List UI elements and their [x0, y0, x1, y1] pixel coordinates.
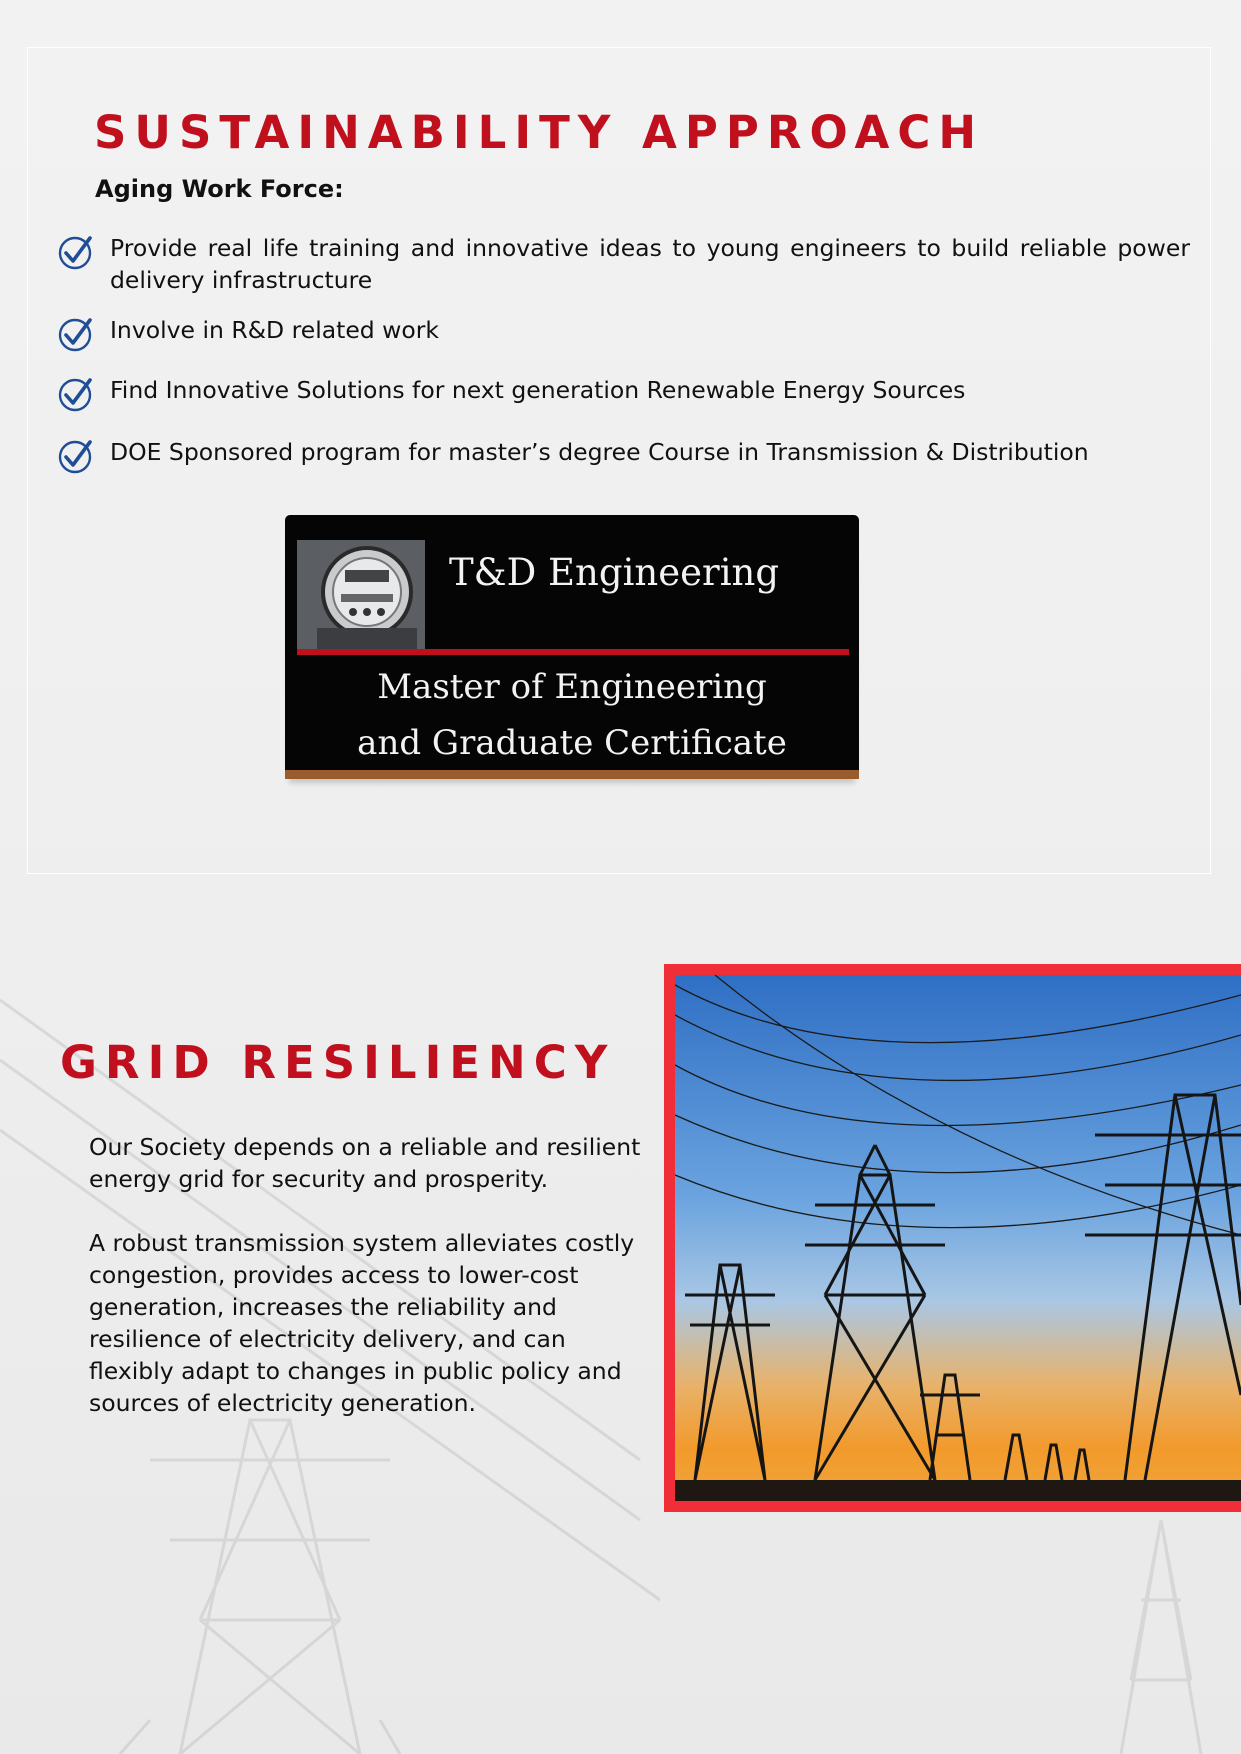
bullet-item — [58, 436, 1190, 468]
banner-footer-stripe — [285, 770, 859, 779]
bullet-text: Involve in R&D related work — [110, 316, 440, 344]
bullet-item — [58, 232, 1190, 296]
aging-work-force-subheading: Aging Work Force: — [95, 175, 344, 203]
banner-divider — [297, 649, 849, 655]
td-engineering-banner — [285, 515, 859, 779]
checkmark-circle-icon — [58, 316, 94, 352]
grid-resiliency-title: GRID RESILIENCY — [60, 1036, 616, 1089]
bullet-item — [58, 374, 1190, 406]
background-tower-icon — [1081, 1480, 1241, 1754]
grid-paragraph: A robust transmission system alleviates costly congestion, provides access to lower-cost generation, increases the reliability and resilience of electricity delivery, and can flexibly adapt to changes in public policy and sources of electricity generation. — [89, 1229, 635, 1417]
bullet-item — [58, 314, 1190, 346]
grid-resiliency-text — [89, 1131, 649, 1451]
checkmark-circle-icon — [58, 376, 94, 412]
sustainability-title: SUSTAINABILITY APPROACH — [94, 106, 985, 159]
transmission-towers-image — [675, 975, 1241, 1501]
electric-meter-icon — [297, 540, 425, 650]
banner-line-2: and Graduate Certificate — [357, 723, 787, 763]
bullet-text: DOE Sponsored program for master’s degree Course in Transmission & Distribution — [110, 438, 1089, 466]
banner-line-1: Master of Engineering — [377, 667, 767, 707]
bullet-text: Find Innovative Solutions for next generation Renewable Energy Sources — [110, 376, 966, 404]
checkmark-circle-icon — [58, 234, 94, 270]
transmission-towers-photo — [664, 964, 1241, 1512]
banner-heading: T&D Engineering — [449, 551, 780, 594]
sustainability-bullet-list — [58, 232, 1190, 468]
checkmark-circle-icon — [58, 438, 94, 474]
banner-body — [285, 659, 859, 771]
bullet-text: Provide real life training and innovative ideas to young engineers to build reliable power delivery infrastructure — [110, 234, 1190, 294]
grid-paragraph: Our Society depends on a reliable and resilient energy grid for security and prosperity. — [89, 1133, 641, 1193]
